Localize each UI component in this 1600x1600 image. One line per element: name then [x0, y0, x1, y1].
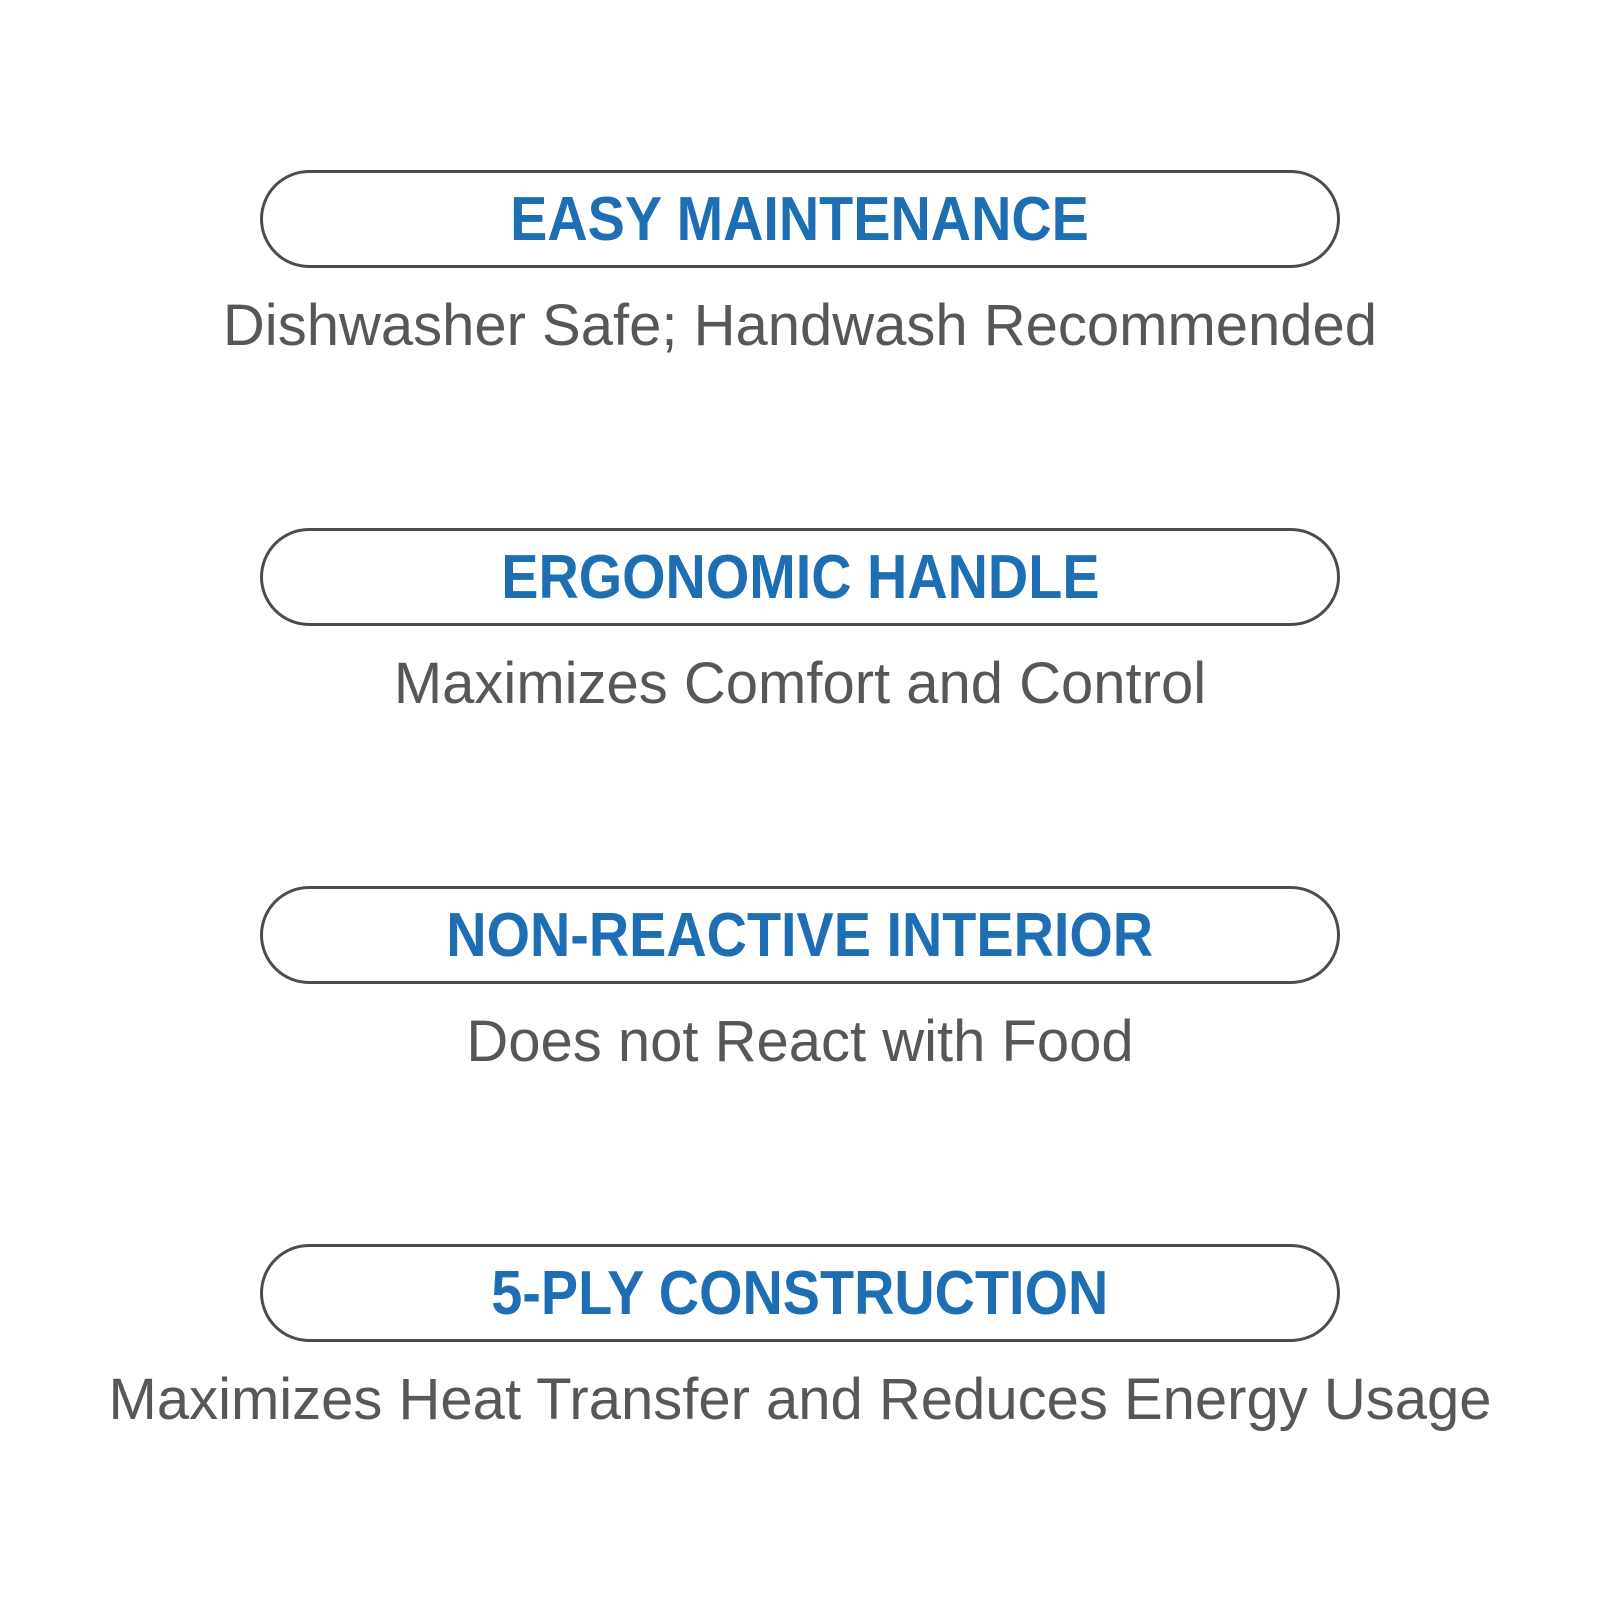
feature-pill: [260, 886, 1340, 984]
feature-pill: [260, 1244, 1340, 1342]
feature-title: ERGONOMIC HANDLE: [500, 543, 1100, 612]
feature-subtitle: Maximizes Heat Transfer and Reduces Energy Usage: [108, 1367, 1492, 1432]
feature-5-ply-construction: [0, 1244, 1600, 1433]
feature-pill: [260, 528, 1340, 626]
feature-subtitle: Maximizes Comfort and Control: [393, 651, 1207, 716]
feature-title: EASY MAINTENANCE: [510, 185, 1090, 254]
feature-non-reactive-interior: [0, 886, 1600, 1075]
feature-subtitle: Dishwasher Safe; Handwash Recommended: [222, 293, 1378, 358]
feature-ergonomic-handle: [0, 528, 1600, 717]
feature-title: NON-REACTIVE INTERIOR: [446, 901, 1154, 970]
feature-title: 5-PLY CONSTRUCTION: [491, 1259, 1109, 1328]
feature-easy-maintenance: [0, 170, 1600, 359]
feature-pill: [260, 170, 1340, 268]
feature-subtitle: Does not React with Food: [466, 1009, 1134, 1074]
